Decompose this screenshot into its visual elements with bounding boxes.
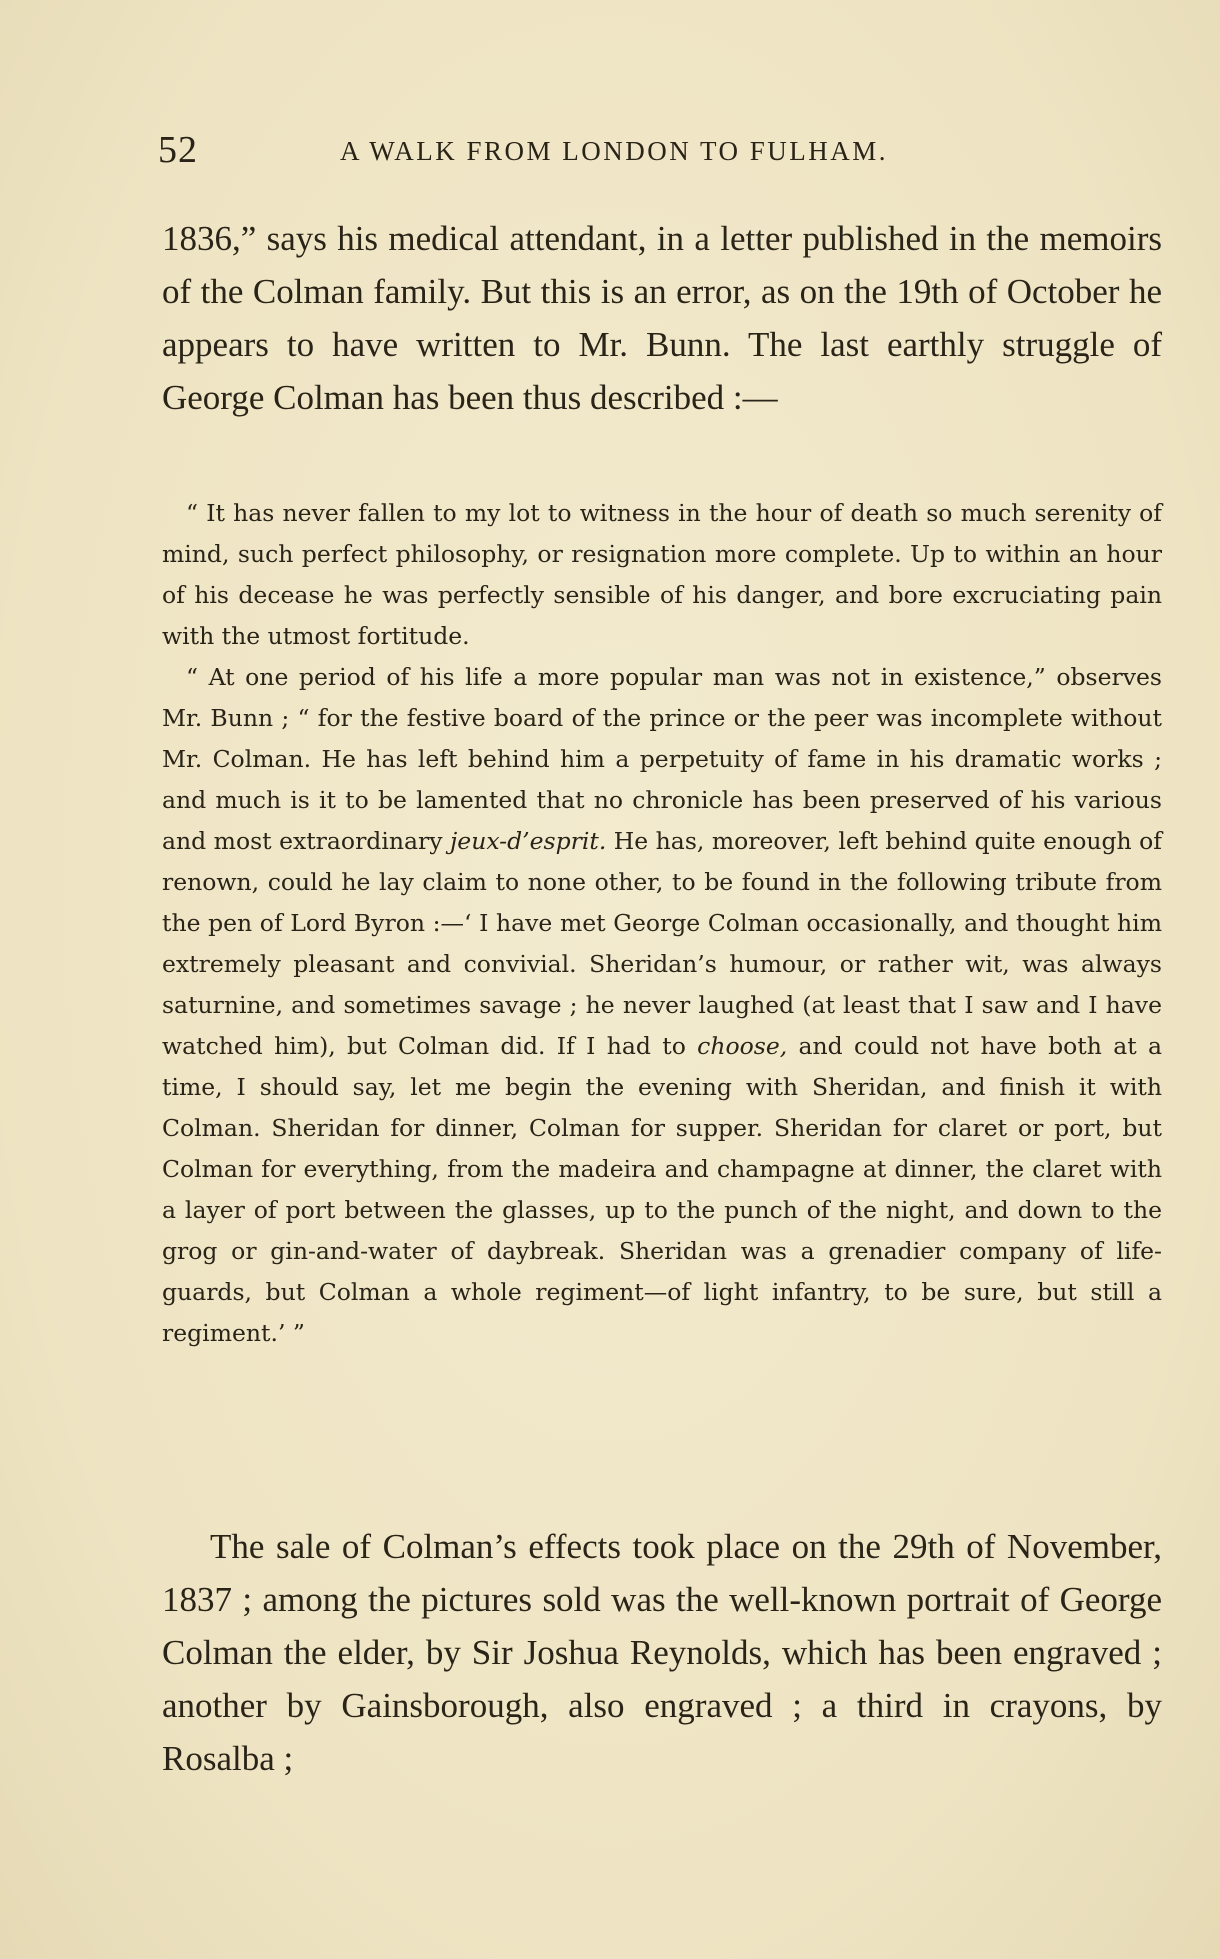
quote-text-segment: and could not have both at a time, I should say, let me begin the evening with Sheridan, and finish it with Colman. Sheridan for dinner, Colman for supper. Sheridan for claret or port, but Colman for everything, from the madeira and champagne at dinner, the claret with a layer of port between the glasses, up to the punch of the night, and down to the grog or gin-and-water of daybreak. Sheridan was a grenadier company of life-guards, but Colman a whole regiment—of light infantry, to be sure, but still a regiment.’ ” [162, 1032, 1162, 1347]
running-title: A WALK FROM LONDON TO FULHAM. [340, 136, 889, 166]
italic-phrase-jeux-desprit: jeux-d’esprit. [450, 827, 607, 855]
quoted-passage [162, 493, 1162, 1354]
quote-text-segment: He has, moreover, left behind quite enough of renown, could he lay claim to none other, to be found in the following tribute from the pen of Lord Byron :—‘ I have met George Colman occasionally, and thought him extremely pleasant and convivial. Sheridan’s humour, or rather wit, was always saturnine, and sometimes savage ; he never laughed (at least that I saw and I have watched him), but Colman did. If I had to [162, 827, 1162, 1060]
italic-word-choose: choose, [697, 1032, 788, 1060]
page-number: 52 [158, 129, 198, 171]
quote-paragraph-1: “ It has never fallen to my lot to witness in the hour of death so much serenity of mind, such perfect philosophy, or resignation more complete. Up to within an hour of his decease he was perfectly sensible of his danger, and bore excruciating pain with the utmost fortitude. [162, 499, 1162, 650]
running-head [158, 128, 1158, 178]
quote-paragraph-2 [162, 657, 1162, 1354]
opening-paragraph: 1836,” says his medical attendant, in a letter published in the memoirs of the Colman family. But this is an error, as on the 19th of October he appears to have written to Mr. Bunn. The last earthly struggle of George Colman has been thus described :— [162, 219, 1162, 417]
quote-text-segment: “ At one period of his life a more popular man was not in existence,” observes Mr. Bunn ; “ for the festive board of the prince or the peer was incomplete without Mr. Colman. He has left behind him a perpetuity of fame in his dramatic works ; and much is it to be lamented that no chronicle has been preserved of his various and most extraordinary [162, 663, 1162, 855]
closing-paragraph: The sale of Colman’s effects took place on the 29th of November, 1837 ; among the pictures sold was the well-known portrait of George Colman the elder, by Sir Joshua Reynolds, which has been engraved ; another by Gainsborough, also engraved ; a third in crayons, by Rosalba ; [162, 1527, 1162, 1778]
